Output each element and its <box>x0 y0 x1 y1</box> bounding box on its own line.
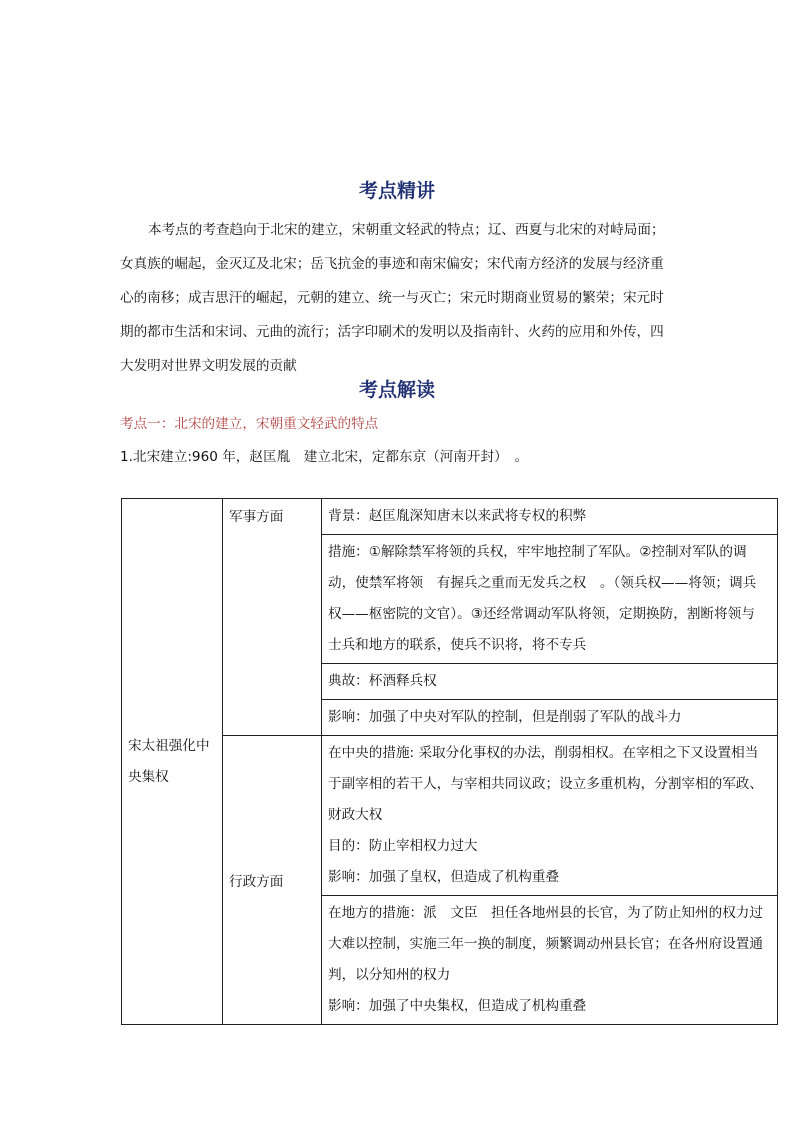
centralization-table <box>121 498 778 1025</box>
cell-line: 措施：①解除禁军将领的兵权，牢牢地控制了军队。②控制对军队的调 <box>328 544 747 560</box>
intro-line: 女真族的崛起，金灭辽及北宋；岳飞抗金的事迹和南宋偏安；宋代南方经济的发展与经济重 <box>120 256 664 272</box>
category-line: 宋太祖强化中 <box>128 737 210 754</box>
cell-line: 影响：加强了中央对军队的控制，但是削弱了军队的战斗力 <box>328 709 682 725</box>
cell-line: 背景：赵匡胤深知唐末以来武将专权的积弊 <box>328 508 587 524</box>
cell-line: 在地方的措施：派 文臣 担任各地州县的长官，为了防止知州的权力过 <box>328 905 763 921</box>
cell-line: 影响：加强了中央集权，但造成了机构重叠 <box>328 998 587 1014</box>
military-effect-cell <box>322 700 778 736</box>
cell-line: 动，使禁军将领 有握兵之重而无发兵之权 。（领兵权——将领；调兵 <box>328 575 757 591</box>
cell-line: 权——枢密院的文官）。③还经常调动军队将领，定期换防，割断将领与 <box>328 606 755 622</box>
military-background-cell <box>322 499 778 535</box>
cell-line: 影响：加强了皇权，但造成了机构重叠 <box>328 869 560 885</box>
intro-line: 心的南移；成吉思汗的崛起，元朝的建立、统一与灭亡；宋元时期商业贸易的繁荣；宋元时 <box>120 290 664 306</box>
table-category-cell <box>122 499 223 1025</box>
intro-line: 本考点的考查趋向于北宋的建立，宋朝重文轻武的特点；辽、西夏与北宋的对峙局面； <box>148 222 665 238</box>
cell-line: 目的：防止宰相权力过大 <box>328 838 478 854</box>
admin-central-cell <box>322 736 778 896</box>
section-heading-kaodian-jingjiang: 考点精讲 <box>358 180 435 202</box>
military-story-cell <box>322 664 778 700</box>
cell-line: 在中央的措施: 采取分化事权的办法，削弱相权。在宰相之下又设置相当 <box>328 745 759 761</box>
intro-line: 大发明对世界文明发展的贡献 <box>120 358 297 374</box>
intro-line: 期的都市生活和宋词、元曲的流行；活字印刷术的发明以及指南针、火药的应用和外传，四 <box>120 324 664 340</box>
cell-line: 典故：杯酒释兵权 <box>328 673 437 689</box>
kaodian-one-title: 考点一：北宋的建立，宋朝重文轻武的特点 <box>120 416 379 432</box>
category-line: 央集权 <box>128 768 169 785</box>
cell-line: 于副宰相的若干人，与宰相共同议政；设立多重机构，分割宰相的军政、 <box>328 776 763 792</box>
cell-line: 判，以分知州的权力 <box>328 967 451 983</box>
admin-aspect-cell: 行政方面 <box>223 736 322 1025</box>
military-aspect-cell: 军事方面 <box>223 499 322 736</box>
intro-paragraph <box>120 213 680 383</box>
section-heading-kaodian-jiedu: 考点解读 <box>358 379 435 401</box>
cell-line: 士兵和地方的联系，使兵不识将，将不专兵 <box>328 637 587 653</box>
point-one-text: 1.北宋建立:960 年，赵匡胤 建立北宋，定都东京（河南开封） 。 <box>120 449 529 465</box>
cell-line: 财政大权 <box>328 807 383 823</box>
military-measures-cell <box>322 535 778 664</box>
admin-local-cell <box>322 896 778 1025</box>
cell-line: 大难以控制，实施三年一换的制度，频繁调动州县长官；在各州府设置通 <box>328 936 763 952</box>
